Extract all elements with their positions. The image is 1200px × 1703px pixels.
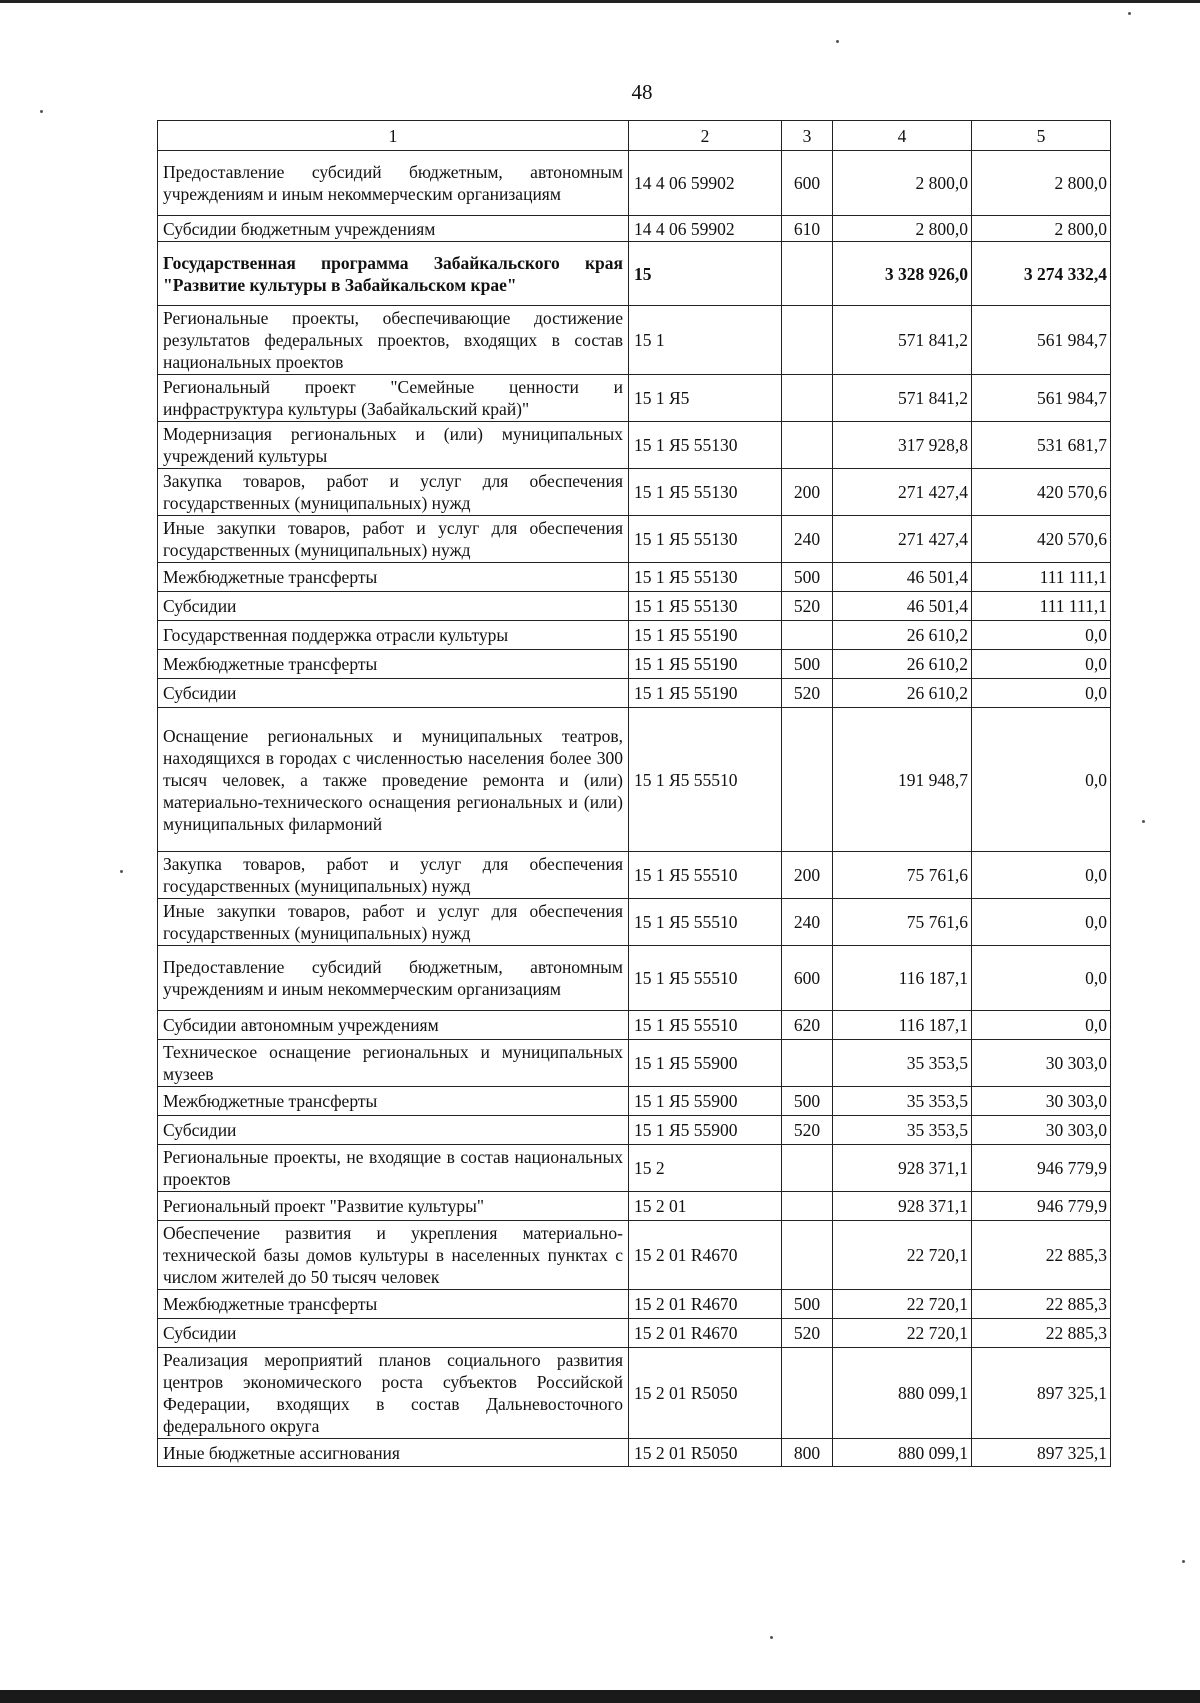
table-row xyxy=(158,592,1111,621)
table-row xyxy=(158,375,1111,422)
row-amount-year-2: 30 303,0 xyxy=(972,1087,1111,1116)
row-name: Государственная программа Забайкальского края "Развитие культуры в Забайкальском крае" xyxy=(158,242,629,306)
row-amount-year-2: 22 885,3 xyxy=(972,1221,1111,1290)
row-amount-year-1: 46 501,4 xyxy=(833,592,972,621)
row-amount-year-1: 191 948,7 xyxy=(833,708,972,852)
row-amount-year-1: 928 371,1 xyxy=(833,1192,972,1221)
table-row xyxy=(158,1011,1111,1040)
row-amount-year-1: 75 761,6 xyxy=(833,852,972,899)
table-row xyxy=(158,1145,1111,1192)
row-amount-year-2: 0,0 xyxy=(972,679,1111,708)
row-amount-year-1: 35 353,5 xyxy=(833,1087,972,1116)
table-row xyxy=(158,1116,1111,1145)
row-code: 15 1 Я5 55190 xyxy=(629,679,782,708)
row-amount-year-1: 571 841,2 xyxy=(833,375,972,422)
budget-table xyxy=(157,120,1111,1467)
row-code: 15 1 Я5 55510 xyxy=(629,708,782,852)
table-row xyxy=(158,306,1111,375)
row-code: 15 1 Я5 55900 xyxy=(629,1040,782,1087)
row-expense-type: 520 xyxy=(782,679,833,708)
scan-speck xyxy=(836,40,839,43)
row-amount-year-1: 116 187,1 xyxy=(833,1011,972,1040)
row-code: 15 1 xyxy=(629,306,782,375)
row-code: 15 2 01 R4670 xyxy=(629,1221,782,1290)
header-col-3: 3 xyxy=(782,121,833,151)
row-code: 15 2 01 xyxy=(629,1192,782,1221)
scan-speck xyxy=(770,1636,773,1639)
row-amount-year-1: 35 353,5 xyxy=(833,1116,972,1145)
table-row xyxy=(158,708,1111,852)
header-col-4: 4 xyxy=(833,121,972,151)
row-amount-year-2: 111 111,1 xyxy=(972,592,1111,621)
row-name: Оснащение региональных и муниципальных театров, находящихся в городах с численностью населения более 300 тысяч человек, а также проведение ремонта и (или) материально-технического оснащения региональных и (или) муниципальных филармоний xyxy=(158,708,629,852)
table-row xyxy=(158,1348,1111,1439)
table-row xyxy=(158,679,1111,708)
row-expense-type: 620 xyxy=(782,1011,833,1040)
row-code: 15 xyxy=(629,242,782,306)
row-amount-year-1: 35 353,5 xyxy=(833,1040,972,1087)
row-amount-year-2: 0,0 xyxy=(972,650,1111,679)
row-expense-type: 240 xyxy=(782,516,833,563)
scan-speck xyxy=(1142,820,1145,823)
table-row xyxy=(158,899,1111,946)
table-row xyxy=(158,216,1111,242)
row-code: 15 1 Я5 55130 xyxy=(629,563,782,592)
row-expense-type: 520 xyxy=(782,1116,833,1145)
row-name: Межбюджетные трансферты xyxy=(158,1087,629,1116)
row-amount-year-2: 0,0 xyxy=(972,708,1111,852)
row-code: 15 2 01 R4670 xyxy=(629,1319,782,1348)
row-expense-type: 520 xyxy=(782,1319,833,1348)
row-amount-year-2: 22 885,3 xyxy=(972,1290,1111,1319)
row-code: 15 1 Я5 55900 xyxy=(629,1116,782,1145)
row-amount-year-1: 22 720,1 xyxy=(833,1290,972,1319)
row-code: 15 1 Я5 55130 xyxy=(629,592,782,621)
row-name: Межбюджетные трансферты xyxy=(158,650,629,679)
row-expense-type xyxy=(782,708,833,852)
row-name: Субсидии автономным учреждениям xyxy=(158,1011,629,1040)
row-expense-type: 500 xyxy=(782,563,833,592)
row-amount-year-1: 26 610,2 xyxy=(833,650,972,679)
row-amount-year-2: 897 325,1 xyxy=(972,1348,1111,1439)
table-row xyxy=(158,422,1111,469)
table-row xyxy=(158,516,1111,563)
table-row xyxy=(158,1290,1111,1319)
page-number: 48 xyxy=(631,80,653,104)
row-name: Субсидии xyxy=(158,679,629,708)
row-name: Иные закупки товаров, работ и услуг для обеспечения государственных (муниципальных) нужд xyxy=(158,899,629,946)
row-name: Субсидии xyxy=(158,592,629,621)
row-amount-year-2: 0,0 xyxy=(972,621,1111,650)
row-code: 15 1 Я5 55190 xyxy=(629,650,782,679)
table-row xyxy=(158,1319,1111,1348)
row-code: 15 1 Я5 55130 xyxy=(629,422,782,469)
row-amount-year-1: 880 099,1 xyxy=(833,1439,972,1467)
row-expense-type xyxy=(782,1040,833,1087)
row-expense-type: 200 xyxy=(782,469,833,516)
row-expense-type: 200 xyxy=(782,852,833,899)
row-code: 15 2 01 R4670 xyxy=(629,1290,782,1319)
row-code: 15 2 01 R5050 xyxy=(629,1439,782,1467)
row-name: Региональные проекты, обеспечивающие достижение результатов федеральных проектов, входящих в состав национальных проектов xyxy=(158,306,629,375)
row-amount-year-2: 561 984,7 xyxy=(972,375,1111,422)
row-amount-year-2: 0,0 xyxy=(972,899,1111,946)
row-expense-type: 600 xyxy=(782,946,833,1011)
row-name: Межбюджетные трансферты xyxy=(158,1290,629,1319)
row-amount-year-1: 317 928,8 xyxy=(833,422,972,469)
row-code: 15 1 Я5 55510 xyxy=(629,1011,782,1040)
row-amount-year-2: 897 325,1 xyxy=(972,1439,1111,1467)
row-code: 15 1 Я5 55130 xyxy=(629,469,782,516)
scan-bottom-band xyxy=(0,1690,1200,1703)
table-row xyxy=(158,1040,1111,1087)
scan-speck xyxy=(1182,1560,1185,1563)
scan-top-rule xyxy=(0,0,1200,3)
row-expense-type: 500 xyxy=(782,650,833,679)
table-row xyxy=(158,650,1111,679)
row-code: 14 4 06 59902 xyxy=(629,216,782,242)
row-expense-type xyxy=(782,621,833,650)
row-amount-year-1: 46 501,4 xyxy=(833,563,972,592)
table-row xyxy=(158,1192,1111,1221)
header-col-5: 5 xyxy=(972,121,1111,151)
row-name: Государственная поддержка отрасли культуры xyxy=(158,621,629,650)
row-amount-year-2: 531 681,7 xyxy=(972,422,1111,469)
row-expense-type xyxy=(782,1221,833,1290)
row-amount-year-1: 2 800,0 xyxy=(833,216,972,242)
row-name: Региональный проект "Развитие культуры" xyxy=(158,1192,629,1221)
row-amount-year-1: 75 761,6 xyxy=(833,899,972,946)
row-code: 14 4 06 59902 xyxy=(629,151,782,216)
row-name: Техническое оснащение региональных и муниципальных музеев xyxy=(158,1040,629,1087)
row-amount-year-1: 880 099,1 xyxy=(833,1348,972,1439)
scan-speck xyxy=(40,110,43,113)
table-row xyxy=(158,852,1111,899)
table-row xyxy=(158,621,1111,650)
row-amount-year-2: 0,0 xyxy=(972,1011,1111,1040)
row-name: Субсидии xyxy=(158,1116,629,1145)
row-amount-year-1: 2 800,0 xyxy=(833,151,972,216)
header-col-1: 1 xyxy=(158,121,629,151)
row-code: 15 1 Я5 55190 xyxy=(629,621,782,650)
row-name: Субсидии бюджетным учреждениям xyxy=(158,216,629,242)
header-col-2: 2 xyxy=(629,121,782,151)
row-amount-year-1: 271 427,4 xyxy=(833,469,972,516)
table-row xyxy=(158,469,1111,516)
row-expense-type xyxy=(782,242,833,306)
table-row xyxy=(158,1439,1111,1467)
row-amount-year-2: 30 303,0 xyxy=(972,1040,1111,1087)
row-code: 15 1 Я5 55900 xyxy=(629,1087,782,1116)
row-amount-year-1: 22 720,1 xyxy=(833,1221,972,1290)
row-name: Иные бюджетные ассигнования xyxy=(158,1439,629,1467)
row-name: Межбюджетные трансферты xyxy=(158,563,629,592)
row-name: Реализация мероприятий планов социального развития центров экономического роста субъектов Российской Федерации, входящих в состав Дальневосточного федерального округа xyxy=(158,1348,629,1439)
row-amount-year-1: 22 720,1 xyxy=(833,1319,972,1348)
budget-table-body xyxy=(158,121,1111,1467)
row-expense-type: 240 xyxy=(782,899,833,946)
row-amount-year-1: 271 427,4 xyxy=(833,516,972,563)
table-row xyxy=(158,242,1111,306)
row-name: Субсидии xyxy=(158,1319,629,1348)
row-expense-type: 520 xyxy=(782,592,833,621)
row-name: Предоставление субсидий бюджетным, автономным учреждениям и иным некоммерческим организациям xyxy=(158,151,629,216)
row-code: 15 1 Я5 55510 xyxy=(629,899,782,946)
table-row xyxy=(158,946,1111,1011)
row-expense-type xyxy=(782,375,833,422)
row-name: Обеспечение развития и укрепления материально-технической базы домов культуры в населенных пунктах с числом жителей до 50 тысяч человек xyxy=(158,1221,629,1290)
scan-speck xyxy=(1128,12,1131,15)
row-expense-type xyxy=(782,1145,833,1192)
row-amount-year-2: 420 570,6 xyxy=(972,469,1111,516)
row-name: Закупка товаров, работ и услуг для обеспечения государственных (муниципальных) нужд xyxy=(158,852,629,899)
row-expense-type: 500 xyxy=(782,1087,833,1116)
row-expense-type: 800 xyxy=(782,1439,833,1467)
row-expense-type xyxy=(782,306,833,375)
row-name: Иные закупки товаров, работ и услуг для обеспечения государственных (муниципальных) нужд xyxy=(158,516,629,563)
row-name: Модернизация региональных и (или) муниципальных учреждений культуры xyxy=(158,422,629,469)
row-amount-year-1: 26 610,2 xyxy=(833,621,972,650)
row-amount-year-1: 26 610,2 xyxy=(833,679,972,708)
row-expense-type: 610 xyxy=(782,216,833,242)
row-amount-year-2: 2 800,0 xyxy=(972,151,1111,216)
table-row xyxy=(158,1221,1111,1290)
row-amount-year-1: 571 841,2 xyxy=(833,306,972,375)
row-expense-type xyxy=(782,1348,833,1439)
row-expense-type: 500 xyxy=(782,1290,833,1319)
row-code: 15 1 Я5 xyxy=(629,375,782,422)
row-amount-year-2: 946 779,9 xyxy=(972,1145,1111,1192)
table-header-row xyxy=(158,121,1111,151)
row-amount-year-2: 2 800,0 xyxy=(972,216,1111,242)
row-name: Региональные проекты, не входящие в состав национальных проектов xyxy=(158,1145,629,1192)
row-amount-year-2: 0,0 xyxy=(972,852,1111,899)
row-expense-type xyxy=(782,1192,833,1221)
row-code: 15 1 Я5 55510 xyxy=(629,852,782,899)
row-amount-year-2: 561 984,7 xyxy=(972,306,1111,375)
row-amount-year-2: 30 303,0 xyxy=(972,1116,1111,1145)
row-amount-year-2: 420 570,6 xyxy=(972,516,1111,563)
row-amount-year-1: 116 187,1 xyxy=(833,946,972,1011)
row-expense-type xyxy=(782,422,833,469)
row-code: 15 2 xyxy=(629,1145,782,1192)
scan-speck xyxy=(120,870,123,873)
row-code: 15 2 01 R5050 xyxy=(629,1348,782,1439)
row-amount-year-2: 3 274 332,4 xyxy=(972,242,1111,306)
row-code: 15 1 Я5 55130 xyxy=(629,516,782,563)
row-name: Предоставление субсидий бюджетным, автономным учреждениям и иным некоммерческим организациям xyxy=(158,946,629,1011)
row-amount-year-2: 111 111,1 xyxy=(972,563,1111,592)
table-row xyxy=(158,563,1111,592)
table-row xyxy=(158,1087,1111,1116)
row-amount-year-2: 0,0 xyxy=(972,946,1111,1011)
row-amount-year-1: 928 371,1 xyxy=(833,1145,972,1192)
table-row xyxy=(158,151,1111,216)
row-amount-year-2: 22 885,3 xyxy=(972,1319,1111,1348)
row-name: Региональный проект "Семейные ценности и инфраструктура культуры (Забайкальский край)" xyxy=(158,375,629,422)
row-amount-year-2: 946 779,9 xyxy=(972,1192,1111,1221)
row-expense-type: 600 xyxy=(782,151,833,216)
row-name: Закупка товаров, работ и услуг для обеспечения государственных (муниципальных) нужд xyxy=(158,469,629,516)
row-code: 15 1 Я5 55510 xyxy=(629,946,782,1011)
row-amount-year-1: 3 328 926,0 xyxy=(833,242,972,306)
